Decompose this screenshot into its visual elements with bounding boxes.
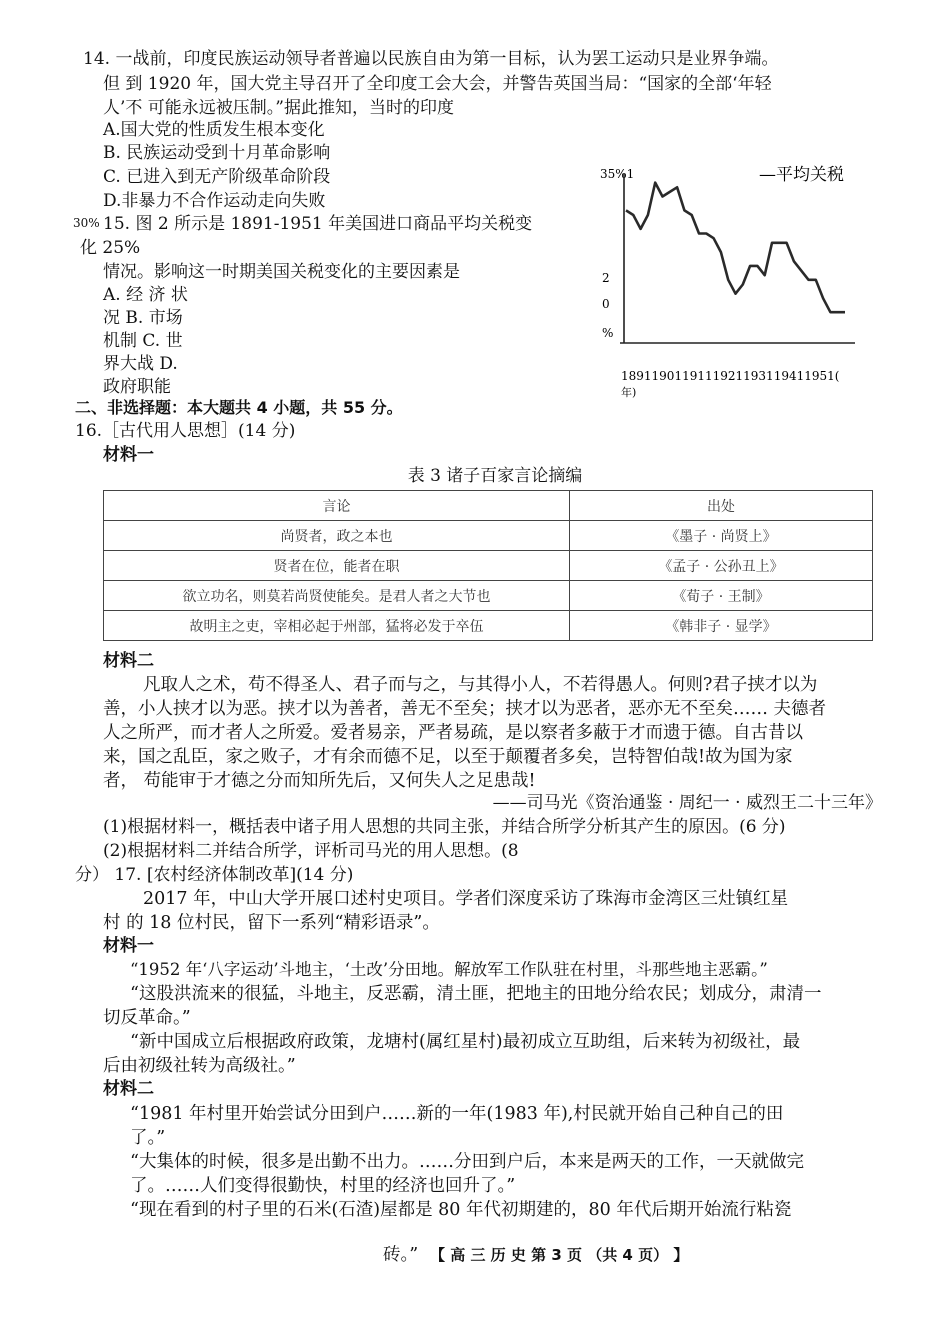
q17-quote-3-line-2: 后由初级社转为高级社。” [103,1056,296,1076]
q17-quote-5-line-1: “大集体的时候，很多是出勤不出力。……分田到户后，本来是两天的工作，一天就做完 [130,1152,804,1172]
table-header-cell: 出处 [570,491,873,521]
q16-source: ——司马光《资治通鉴 · 周纪一 · 威烈王二十三年》 [492,793,882,813]
q14-line-3: 人’不 可能永远被压制。”据此推知，当时的印度 [103,98,454,118]
q17-intro-line-1: 2017 年，中山大学开展口述村史项目。学者们深度采访了珠海市金湾区三灶镇红星 [143,889,789,909]
table-cell: 贤者在位，能者在职 [104,551,570,581]
q16-passage-line-1: 凡取人之术，苟不得圣人、君子而与之，与其得小人，不若得愚人。何则?君子挟才以为 [143,675,818,695]
table-header-row [104,491,873,521]
table-cell: 《荀子 · 王制》 [570,581,873,611]
q14-option-c: C. 已进入到无产阶级革命阶段 [103,167,331,187]
q17-quote-2-line-1: “这股洪流来的很猛，斗地主，反恶霸，清土匪，把地主的田地分给农民；划成分，肃清一 [130,984,822,1004]
q16-passage-line-4: 来，国之乱臣，家之败子，才有余而德不足，以至于颠覆者多矣，岂特智伯哉!故为国为家 [103,747,793,767]
q17-intro-line-2: 村 的 18 位村民，留下一系列“精彩语录”。 [103,913,440,933]
table-header-cell: 言论 [104,491,570,521]
tariff-series-line [626,183,845,313]
table-cell: 《孟子 · 公孙丑上》 [570,551,873,581]
quotes-table [103,490,873,641]
chart-ytick-percent: % [602,326,614,340]
q16-passage-line-3: 人之所严，而才者人之所爱。爱者易亲，严者易疏，是以察者多蔽于才而遗于德。自古昔以 [103,723,803,743]
q17-quote-2-line-2: 切反革命。” [103,1008,191,1028]
table-row [104,551,873,581]
table-cell: 故明主之吏，宰相必起于州部，猛将必发于卒伍 [104,611,570,641]
q15-line-2: 化 25% [80,238,141,258]
q16-title: 16.［古代用人思想］(14 分) [75,421,296,441]
q17-quote-4-line-1: “1981 年村里开始尝试分田到户……新的一年(1983 年),村民就开始自己种自己的田 [130,1104,784,1124]
table-cell: 尚贤者，政之本也 [104,521,570,551]
table-cell: 《墨子 · 尚贤上》 [570,521,873,551]
q16-subquestion-2: (2)根据材料二并结合所学，评析司马光的用人思想。(8 [103,841,519,861]
q15-option-line-4: 界大战 D. [103,354,178,374]
table-row [104,521,873,551]
tariff-line-chart [590,160,880,400]
q17-quote-3-line-1: “新中国成立后根据政府政策，龙塘村(属红星村)最初成立互助组，后来转为初级社，最 [130,1032,801,1052]
chart-ytick-0: 0 [602,297,610,311]
q15-option-line-3: 机制 C. 世 [103,331,183,351]
q17-title: 分） 17. [农村经济体制改革](14 分) [75,865,354,885]
chart-x-axis-unit: 年) [621,386,637,399]
q17-material-2-label: 材料二 [103,1079,154,1099]
q15-option-line-5: 政府职能 [103,377,171,397]
q17-quote-4-line-2: 了。” [130,1128,166,1148]
chart-x-axis-text: 1891190119111921193119411951( [621,369,840,383]
q16-material-1-label: 材料一 [103,445,154,465]
q14-line-1: 14. 一战前，印度民族运动领导者普遍以民族自由为第一目标，认为罢工运动只是业界争端。 [83,49,779,69]
q16-subquestion-1: (1)根据材料一，概括表中诸子用人思想的共同主张，并结合所学分析其产生的原因。(6 分) [103,817,786,837]
table-row [104,611,873,641]
q14-option-b: B. 民族运动受到十月革命影响 [103,143,331,163]
q15-line-1: 15. 图 2 所示是 1891-1951 年美国进口商品平均关税变 [103,214,533,234]
page-footer: 【 高 三 历 史 第 3 页 （共 4 页） 】 [430,1246,689,1264]
table-row [104,581,873,611]
q17-material-1-label: 材料一 [103,936,154,956]
q17-quote-6-line-1: “现在看到的村子里的石米(石渣)屋都是 80 年代初期建的，80 年代后期开始流行粘瓷 [130,1200,792,1220]
q14-line-2: 但 到 1920 年，国大党主导召开了全印度工会大会，并警告英国当局：“国家的全部‘年轻 [103,74,772,94]
q15-option-line-2: 况 B. 市场 [103,308,183,328]
q16-material-2-label: 材料二 [103,651,154,671]
section-two-heading: 二、非选择题：本大题共 4 小题，共 55 分。 [75,398,403,417]
table-cell: 欲立功名，则莫若尚贤使能矣。是君人者之大节也 [104,581,570,611]
q16-passage-line-5: 者， 苟能审于才德之分而知所先后，又何失人之足患哉! [103,771,536,791]
q14-option-a: A.国大党的性质发生根本变化 [103,120,325,140]
q15-option-line-1: A. 经 济 状 [103,285,188,305]
q15-line-3: 情况。影响这一时期美国关税变化的主要因素是 [103,262,460,282]
table-cell: 《韩非子 · 显学》 [570,611,873,641]
chart-ytick-2: 2 [602,271,610,285]
q17-quote-1: “1952 年‘八字运动’斗地主，‘土改’分田地。解放军工作队驻在村里，斗那些地主恶霸。” [130,960,768,979]
q15-stray-label: 30% [73,216,100,230]
q17-quote-5-line-2: 了。……人们变得很勤快，村里的经济也回升了。” [130,1176,516,1196]
table-caption: 表 3 诸子百家言论摘编 [407,466,583,486]
q14-option-d: D.非暴力不合作运动走向失败 [103,191,326,211]
q16-passage-line-2: 善，小人挟才以为恶。挟才以为善者，善无不至矣；挟才以为恶者，恶亦无不至矣…… 夫德者 [103,699,827,719]
chart-ytick-top: 35%1 [600,167,635,181]
q17-quote-6-line-2: 砖。” [383,1245,419,1265]
chart-legend: —平均关税 [759,165,844,185]
